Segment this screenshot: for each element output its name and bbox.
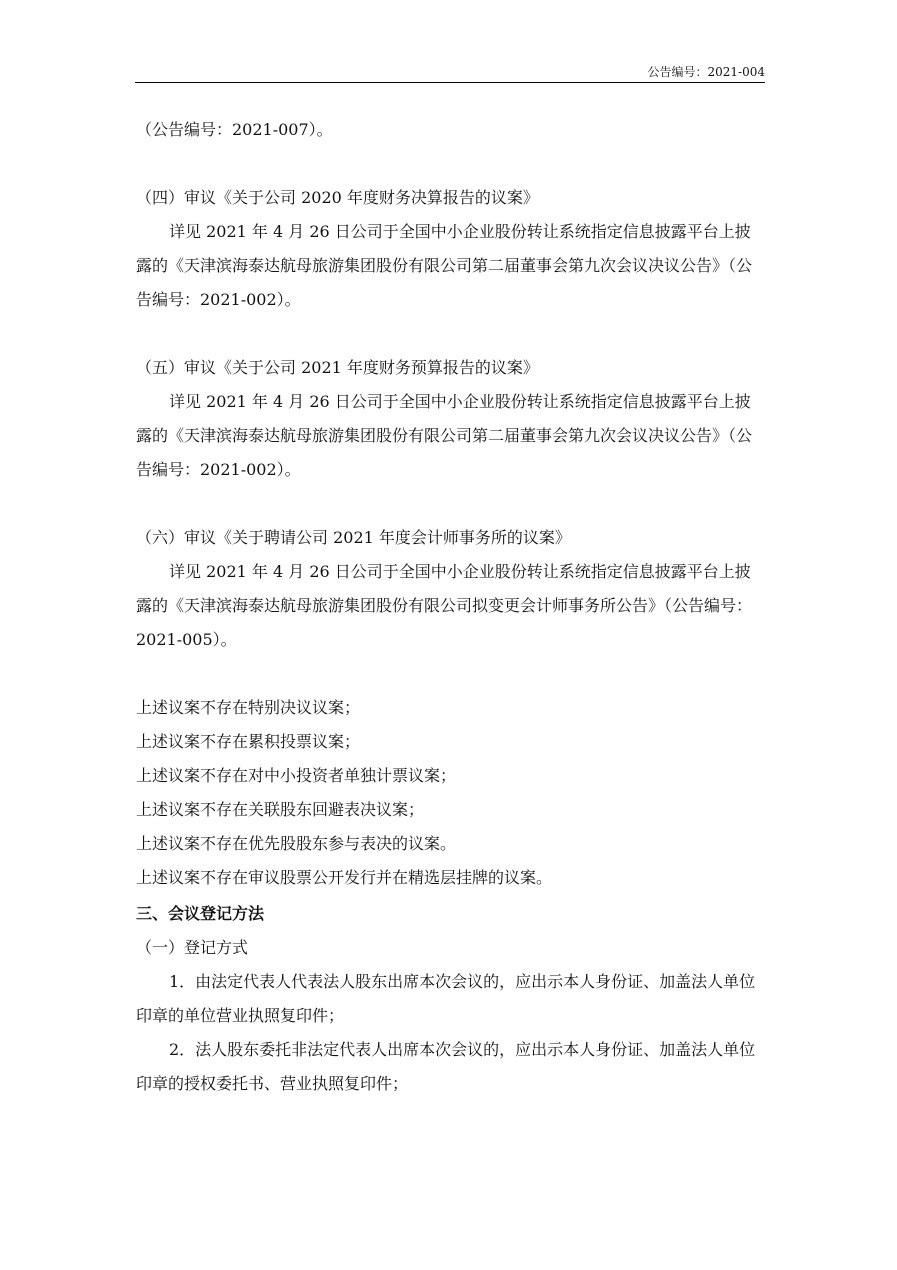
spacer — [136, 147, 764, 181]
item-6-detail: 详见 2021 年 4 月 26 日公司于全国中小企业股份转让系统指定信息披露平台上披露的《天津滨海泰达航母旅游集团股份有限公司拟变更会计师事务所公告》（公告编号：2021-005）。 — [136, 562, 753, 649]
spacer — [136, 487, 764, 521]
statement-line: 上述议案不存在审议股票公开发行并在精选层挂牌的议案。 — [136, 868, 553, 887]
item-4-title: （四）审议《关于公司 2020 年度财务决算报告的议案》 — [136, 188, 539, 207]
item-5-title: （五）审议《关于公司 2021 年度财务预算报告的议案》 — [136, 358, 539, 377]
statement-line: 上述议案不存在特别决议议案； — [136, 698, 361, 717]
statement-line: 上述议案不存在关联股东回避表决议案； — [136, 800, 425, 819]
item-4-detail: 详见 2021 年 4 月 26 日公司于全国中小企业股份转让系统指定信息披露平台上披露的《天津滨海泰达航母旅游集团股份有限公司第二届董事会第九次会议决议公告》（公告编号：2021-002）。 — [136, 222, 753, 309]
registration-item-2: 2．法人股东委托非法定代表人出席本次会议的，应出示本人身份证、加盖法人单位印章的授权委托书、营业执照复印件； — [136, 1040, 756, 1093]
statement-line: 上述议案不存在对中小投资者单独计票议案； — [136, 766, 457, 785]
section-heading: 三、会议登记方法 — [136, 904, 265, 923]
subsection-heading: （一）登记方式 — [136, 938, 249, 957]
page-header — [135, 62, 765, 83]
statement-line: 上述议案不存在累积投票议案； — [136, 732, 361, 751]
registration-item-1: 1．由法定代表人代表法人股东出席本次会议的，应出示本人身份证、加盖法人单位印章的单位营业执照复印件； — [136, 972, 756, 1025]
item-6-title: （六）审议《关于聘请公司 2021 年度会计师事务所的议案》 — [136, 528, 571, 547]
document-body — [136, 113, 764, 1101]
announcement-number: 公告编号：2021-004 — [647, 65, 765, 79]
spacer — [136, 657, 764, 691]
statement-line: 上述议案不存在优先股股东参与表决的议案。 — [136, 834, 457, 853]
item-5-detail: 详见 2021 年 4 月 26 日公司于全国中小企业股份转让系统指定信息披露平台上披露的《天津滨海泰达航母旅游集团股份有限公司第二届董事会第九次会议决议公告》（公告编号：2021-002）。 — [136, 392, 753, 479]
spacer — [136, 317, 764, 351]
paragraph-continuation: （公告编号：2021-007）。 — [136, 120, 333, 139]
